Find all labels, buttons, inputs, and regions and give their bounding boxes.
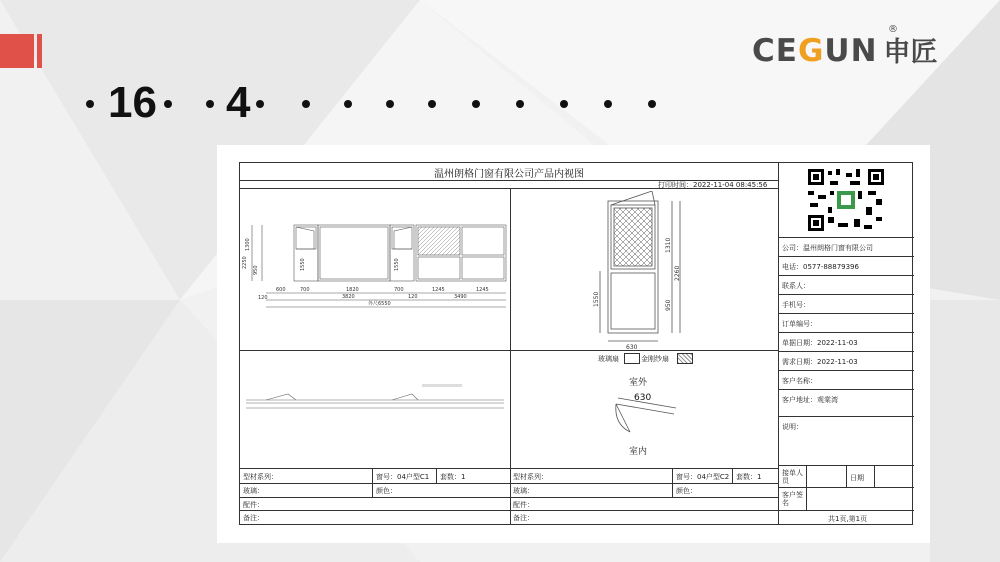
dim-outer: 外尺6550 bbox=[368, 301, 391, 307]
qr-code bbox=[806, 167, 886, 233]
info-mobile: 手机号： bbox=[782, 301, 810, 309]
info-note: 说明： bbox=[782, 423, 803, 431]
product-drawing-document bbox=[217, 145, 930, 543]
dim-700-left: 700 bbox=[300, 287, 310, 293]
legend-glass-swatch bbox=[624, 353, 640, 364]
document-title: 温州朗格门窗有限公司产品内视图 bbox=[434, 169, 584, 180]
door-width-label: 630 bbox=[634, 393, 652, 403]
dim-600: 600 bbox=[276, 287, 286, 293]
left-sets: 套数：1 bbox=[440, 473, 466, 481]
left-glass: 玻璃： bbox=[243, 487, 264, 495]
left-remark: 备注： bbox=[243, 514, 264, 522]
dim-120-mid: 120 bbox=[408, 294, 418, 300]
right-parts: 配件： bbox=[513, 501, 534, 509]
info-contact: 联系人： bbox=[782, 282, 810, 290]
info-address: 客户地址：观棠湾 bbox=[782, 396, 838, 404]
info-customer: 客户名称： bbox=[782, 377, 817, 385]
cegun-logo: CEGUN ® 申匠 bbox=[752, 24, 938, 69]
slide-number-right: 4 bbox=[226, 78, 251, 127]
right-profile: 型材系列： bbox=[513, 473, 548, 481]
dim-1310: 1310 bbox=[665, 237, 672, 253]
dim-950: 950 bbox=[253, 265, 259, 275]
outside-label: 室外 bbox=[629, 378, 648, 388]
print-time: 打印时间：2022-11-04 08:45:56 bbox=[658, 181, 768, 189]
right-glass: 玻璃： bbox=[513, 487, 534, 495]
dim-2250: 2250 bbox=[242, 256, 248, 269]
dim-1245-left: 1245 bbox=[432, 287, 445, 293]
left-profile: 型材系列： bbox=[243, 473, 278, 481]
dim-1300: 1300 bbox=[245, 238, 251, 251]
dim-2260: 2260 bbox=[674, 265, 681, 281]
slide-number-left: 16 bbox=[108, 78, 157, 127]
legend-screen-swatch bbox=[677, 353, 693, 364]
left-window-no: 窗号：04户型C1 bbox=[376, 473, 430, 481]
customer-sign-label: 客户签名 bbox=[782, 491, 803, 507]
inside-label: 室内 bbox=[629, 447, 648, 457]
left-parts: 配件： bbox=[243, 501, 264, 509]
dim-1245-right: 1245 bbox=[476, 287, 489, 293]
dim-700-right: 700 bbox=[394, 287, 404, 293]
receiver-label: 接单人员 bbox=[782, 469, 803, 485]
dim-3820: 3820 bbox=[342, 294, 355, 300]
right-sets: 套数：1 bbox=[736, 473, 762, 481]
info-phone: 电话：0577-88879396 bbox=[782, 263, 859, 271]
accent-bar bbox=[0, 34, 42, 68]
info-doc-date: 单据日期：2022-11-03 bbox=[782, 339, 858, 347]
drawing-sheet bbox=[239, 162, 913, 525]
dim-1820: 1820 bbox=[346, 287, 359, 293]
page-info: 共1页,第1页 bbox=[828, 515, 868, 523]
left-color: 颜色： bbox=[376, 487, 397, 495]
legend-glass-label: 玻璃扇 bbox=[598, 355, 619, 363]
slide-number-row bbox=[86, 78, 686, 128]
dim-630: 630 bbox=[626, 344, 638, 349]
legend-screen-label: 金刚纱扇 bbox=[641, 355, 669, 363]
dim-120-left: 120 bbox=[258, 295, 268, 301]
right-remark: 备注： bbox=[513, 514, 534, 522]
right-color: 颜色： bbox=[676, 487, 697, 495]
info-need-date: 需求日期：2022-11-03 bbox=[782, 358, 858, 366]
date-label: 日期 bbox=[850, 474, 864, 482]
door-plan-drawing bbox=[610, 388, 690, 438]
right-window-no: 窗号：04户型C2 bbox=[676, 473, 730, 481]
info-company: 公司：温州朗格门窗有限公司 bbox=[782, 244, 873, 252]
dim-950: 950 bbox=[665, 299, 672, 311]
dim-1550: 1550 bbox=[593, 291, 600, 307]
dim-1550-right: 1550 bbox=[394, 258, 400, 271]
info-order-no: 订单编号： bbox=[782, 320, 817, 328]
dim-3490: 3490 bbox=[454, 294, 467, 300]
dim-1550-left: 1550 bbox=[300, 258, 306, 271]
door-elevation-drawing bbox=[512, 191, 778, 349]
window-elevation-drawing bbox=[242, 203, 508, 313]
window-plan-drawing bbox=[242, 378, 508, 418]
